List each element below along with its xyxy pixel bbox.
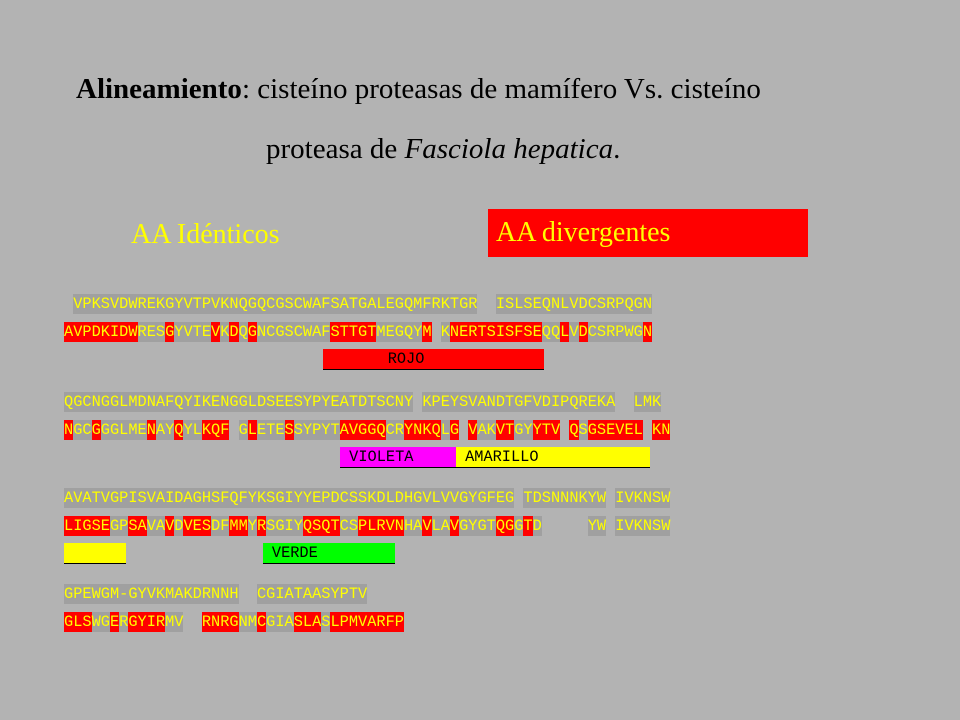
region-tag: VERDE — [263, 543, 395, 564]
region-tag: AMARILLO — [456, 447, 650, 468]
sequence-line-fasciola: AVPDKIDWRESGYVTEVKDQGNCGSCWAFSTTGTMEGQYM KNERTSISFSEQQLVDCSRPWGN — [64, 323, 652, 341]
sequence-line-mammal: VPKSVDWREKGYVTPVKNQGQCGSCWAFSATGALEGQMFRKTGR ISLSEQNLVDCSRPQGN — [73, 295, 652, 313]
slide-title-line2: proteasa de Fasciola hepatica. — [266, 133, 621, 165]
slide-title — [76, 74, 936, 104]
sequence-line-mammal: GPEWGM-GYVKMAKDRNNH CGIATAASYPTV — [64, 585, 368, 603]
legend-divergent: AA divergentes — [488, 209, 808, 257]
sequence-line-mammal: AVATVGPISVAIDAGHSFQFYKSGIYYEPDCSSKDLDHGVLVVGYGFEG TDSNNNKYW IVKNSW — [64, 489, 671, 507]
sequence-line-fasciola: LIGSEGPSAVAVDVESDFMMYRSGIYQSQTCSPLRVNHAVLAVGYGTQGGTD YW IVKNSW — [64, 517, 671, 535]
sequence-line-mammal: QGCNGGLMDNAFQYIKENGGLDSEESYPYEATDTSCNY KPEYSVANDTGFVDIPQREKA LMK — [64, 393, 662, 411]
title-rest: : cisteíno proteasas de mamífero Vs. cisteíno — [241, 73, 761, 105]
title-bold: Alineamiento — [76, 73, 242, 105]
sequence-line-fasciola: GLSWGERGYIRMV RNRGNMCGIASLASLPMVARFP — [64, 613, 404, 631]
region-tag: VIOLETA — [340, 447, 490, 468]
sequence-line-fasciola: NGCGGGLMENAYQYLKQF GLETESSYPYTAVGGQCRYNKQLG VAKVTGYYTV QSGSEVEL KN — [64, 421, 671, 439]
region-tag: ROJO — [323, 349, 544, 370]
legend-identical: AA Idénticos — [131, 219, 280, 250]
species-name: Fasciola hepatica — [404, 133, 614, 165]
region-tag — [64, 543, 126, 564]
